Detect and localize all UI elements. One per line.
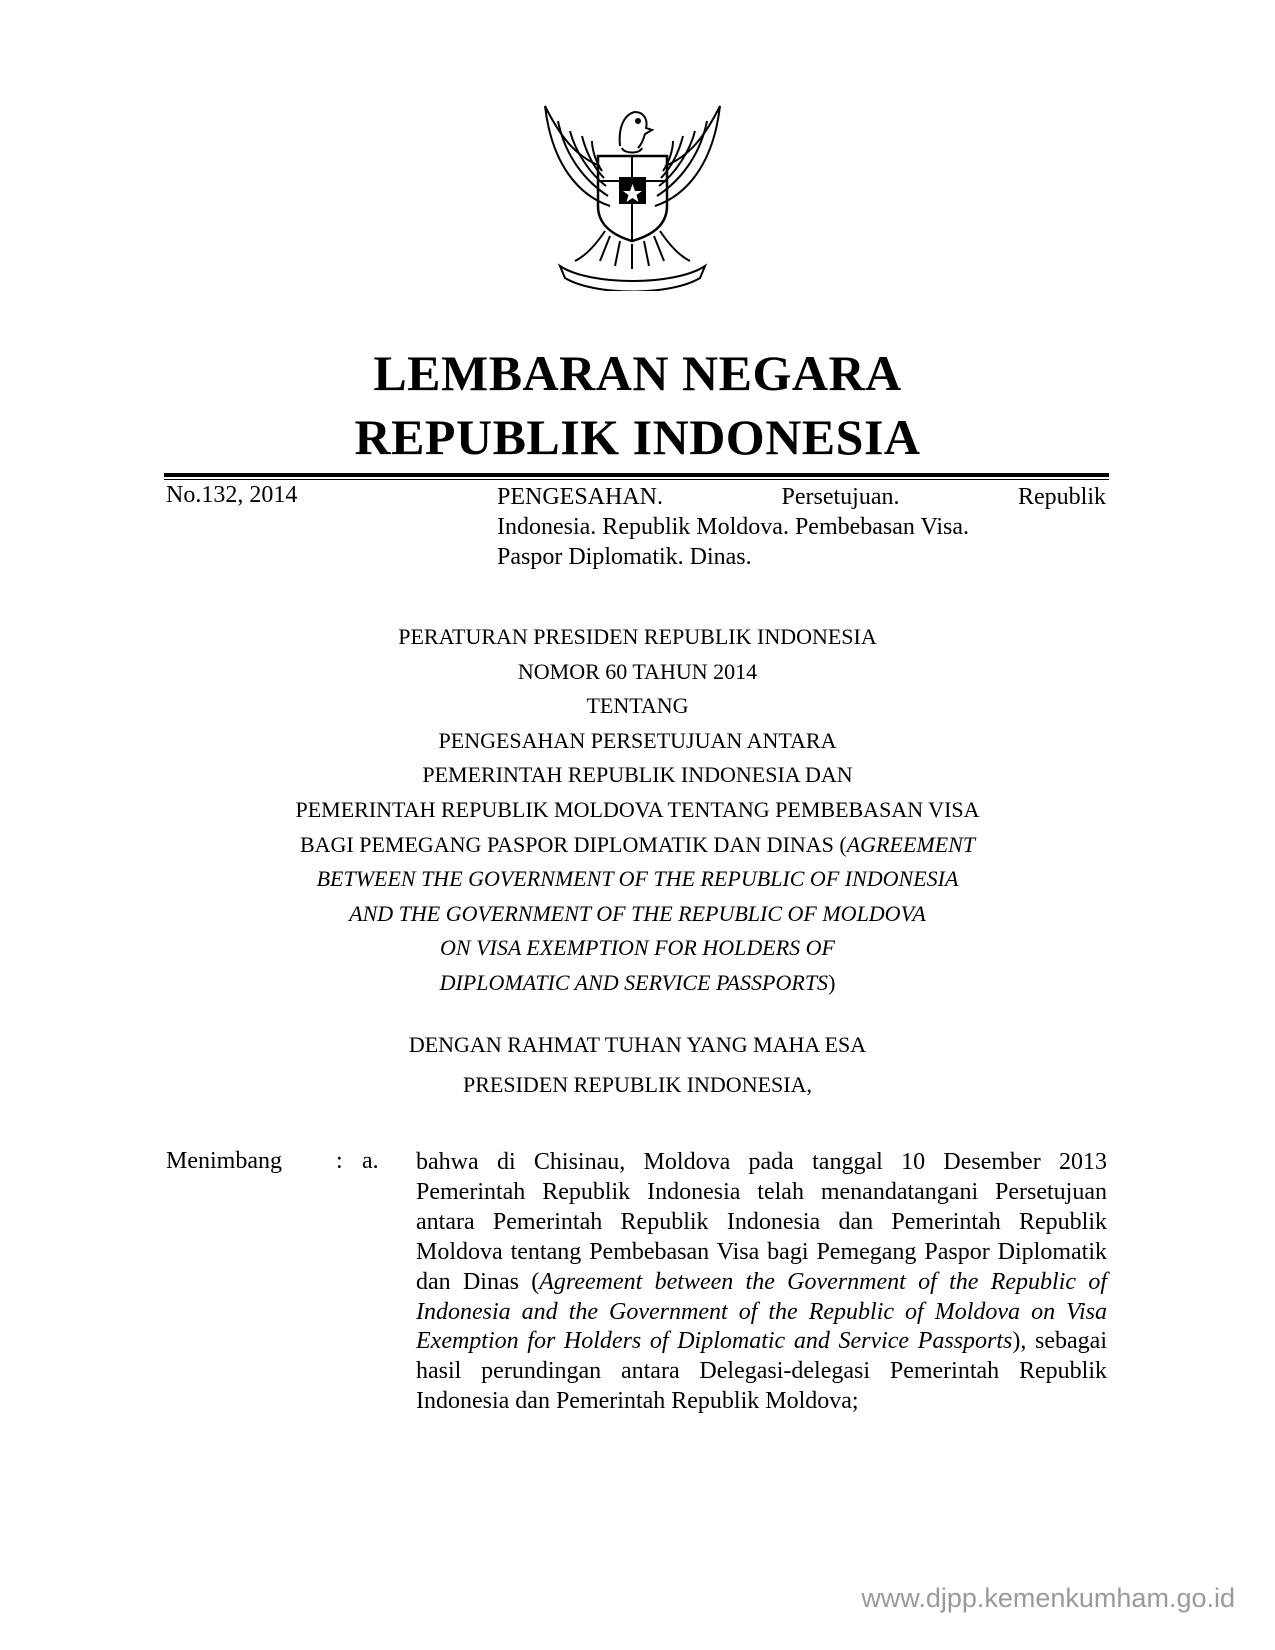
header-divider-thick <box>164 473 1109 477</box>
regulation-text-italic: DIPLOMATIC AND SERVICE PASSPORTS <box>439 969 829 995</box>
considering-label: Menimbang <box>166 1148 282 1174</box>
subject-word-2: Persetujuan. <box>781 484 900 510</box>
regulation-line: AND THE GOVERNMENT OF THE REPUBLIC OF MOLDOVA <box>349 900 926 926</box>
subject-line-3: Paspor Diplomatik. Dinas. <box>497 544 752 570</box>
regulation-line: NOMOR 60 TAHUN 2014 <box>517 658 758 684</box>
regulation-line: PEMERINTAH REPUBLIK MOLDOVA TENTANG PEMBEBASAN VISA <box>295 796 980 822</box>
gazette-title-line2: REPUBLIK INDONESIA <box>354 409 921 465</box>
gazette-subject <box>497 482 1106 572</box>
subject-word-3: Republik <box>1018 484 1106 510</box>
subject-word-1: PENGESAHAN. <box>497 484 664 510</box>
subject-line-2: Indonesia. Republik Moldova. Pembebasan Visa. <box>497 514 970 540</box>
regulation-line: ON VISA EXEMPTION FOR HOLDERS OF <box>440 935 835 961</box>
regulation-heading <box>0 620 1275 1001</box>
gazette-title-line1: LEMBARAN NEGARA <box>373 345 902 401</box>
regulation-line <box>0 966 1275 1001</box>
header-divider-thin <box>164 479 1109 480</box>
regulation-text-italic: AGREEMENT <box>846 831 976 857</box>
considering-item-text <box>416 1148 1107 1417</box>
subject-line-1 <box>497 482 1106 512</box>
considering-text-italic: Agreement between the Government of the Republic of Indonesia and the Government of the Republic of Moldova on Visa Exemption for Holders of Diplomatic and Service Passports <box>416 1268 1107 1355</box>
considering-text: bahwa di Chisinau, Moldova pada tanggal 10 Desember 2013 Pemerintah Republik Indonesia telah menandatangani Persetujuan antara Pemerintah Republik Indonesia dan Pemerintah Republik Moldova tentang Pembebasan Visa bagi Pemegang Paspor Diplomatik dan Dinas ( <box>416 1149 1107 1295</box>
regulation-line: PEMERINTAH REPUBLIK INDONESIA DAN <box>422 762 853 788</box>
regulation-line <box>0 828 1275 863</box>
garuda-emblem-icon <box>540 86 725 291</box>
gazette-number: No.132, 2014 <box>166 482 298 508</box>
regulation-line: TENTANG <box>586 693 689 719</box>
regulation-text: BAGI PEMEGANG PASPOR DIPLOMATIK DAN DINAS ( <box>299 831 847 857</box>
regulation-line: PENGESAHAN PERSETUJUAN ANTARA <box>438 727 837 753</box>
considering-colon: : <box>336 1148 343 1174</box>
preamble-line-2: PRESIDEN REPUBLIK INDONESIA, <box>463 1072 812 1097</box>
regulation-line: PERATURAN PRESIDEN REPUBLIK INDONESIA <box>398 624 877 649</box>
considering-text: ), sebagai hasil perundingan antara Delegasi-delegasi Pemerintah Republik Indonesia dan Pemerintah Republik Moldova; <box>416 1328 1107 1415</box>
regulation-text: ) <box>828 969 836 995</box>
regulation-line: BETWEEN THE GOVERNMENT OF THE REPUBLIC OF INDONESIA <box>316 866 959 892</box>
source-watermark: www.djpp.kemenkumham.go.id <box>861 1583 1235 1613</box>
preamble-line-1: DENGAN RAHMAT TUHAN YANG MAHA ESA <box>408 1032 867 1057</box>
considering-item-letter: a. <box>362 1148 379 1174</box>
